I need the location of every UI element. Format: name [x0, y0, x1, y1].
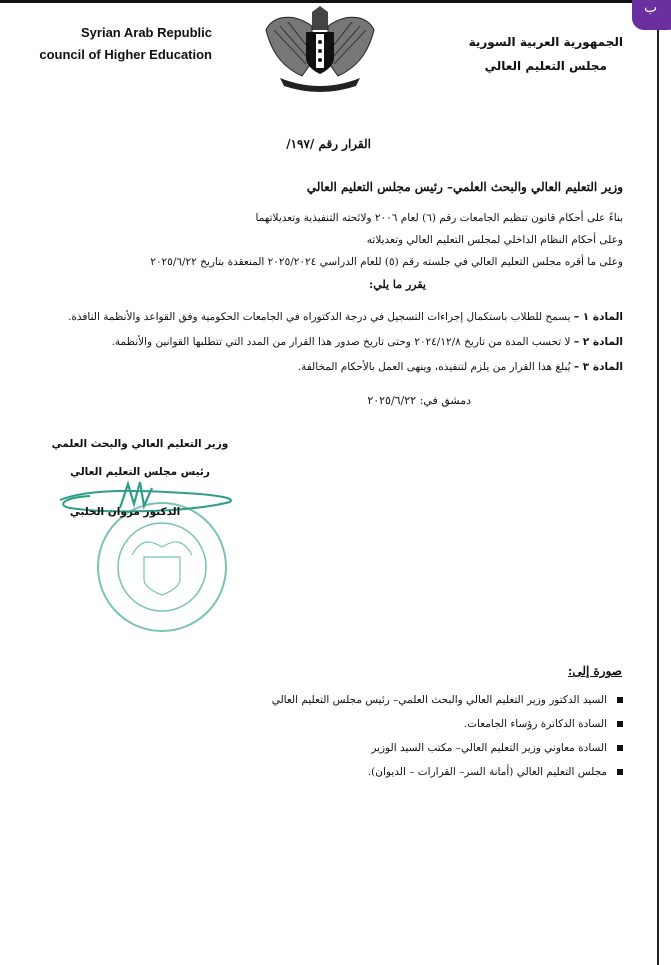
arabic-council-name: مجلس التعليم العالي	[484, 59, 607, 73]
arabic-letterhead	[469, 30, 623, 78]
article-label: المادة ٢ –	[573, 336, 623, 348]
copy-recipient: السادة الدكاترة رؤساء الجامعات.	[272, 712, 623, 736]
signatory-title-line: وزير التعليم العالي والبحث العلمي	[51, 438, 229, 450]
square-bullet-icon	[617, 745, 623, 751]
app-badge-icon[interactable]: ب	[632, 0, 671, 30]
article-text: يُبلغ هذا القرار من يلزم لتنفيذه، وينهى العمل بالأحكام المخالفة.	[297, 361, 571, 373]
syrian-eagle-emblem-icon	[262, 2, 378, 92]
article-text: يسمح للطلاب باستكمال إجراءات التسجيل في درجة الدكتوراه في الجامعات الحكومية وفق القواعد والأنظمة النافذة.	[68, 311, 571, 323]
article-text: لا تحسب المدة من تاريخ ٢٠٢٤/١٢/٨ وحتى تاريخ صدور هذا القرار من المدد التي تتطلبها القوانين والأنظمة.	[111, 336, 571, 348]
copies-list	[272, 688, 623, 784]
article-label: المادة ١ –	[573, 311, 623, 323]
arabic-country-name: الجمهورية العربية السورية	[468, 35, 623, 49]
article-3	[68, 355, 623, 380]
decides-heading: يقرر ما يلي:	[369, 278, 426, 291]
place-date: دمشق في: ٢٠٢٥/٦/٢٢	[367, 394, 471, 407]
square-bullet-icon	[617, 697, 623, 703]
copy-recipient: السيد الدكتور وزير التعليم العالي والبحث العلمي– رئيس مجلس التعليم العالي	[272, 688, 623, 712]
decision-number: القرار رقم /١٩٧/	[286, 137, 371, 151]
signer-name: الدكتور مروان الحلبي	[69, 506, 181, 518]
article-label: المادة ٣ –	[573, 361, 623, 373]
handwritten-signature-icon	[50, 478, 240, 528]
copy-recipient: السادة معاوني وزير التعليم العالي– مكتب السيد الوزير	[272, 736, 623, 760]
preamble-line: بناءً على أحكام قانون تنظيم الجامعات رقم (٦) لعام ٢٠٠٦ ولائحته التنفيذية وتعديلاتهما	[255, 212, 623, 224]
square-bullet-icon	[617, 769, 623, 775]
square-bullet-icon	[617, 721, 623, 727]
copy-recipient: مجلس التعليم العالي (أمانة السر– القرارات – الديوان).	[272, 760, 623, 784]
preamble	[150, 207, 623, 273]
english-council-name: council of Higher Education	[39, 47, 212, 62]
page-right-border	[657, 0, 659, 965]
article-1	[68, 305, 623, 330]
english-letterhead	[32, 22, 212, 66]
articles	[68, 305, 623, 380]
preamble-line: وعلى أحكام النظام الداخلي لمجلس التعليم العالي وتعديلاته	[366, 234, 623, 246]
preamble-line: وعلى ما أقره مجلس التعليم العالي في جلسته رقم (٥) للعام الدراسي ٢٠٢٥/٢٠٢٤ المنعقدة بتاريخ ٢٠٢٥/٦/٢٢	[150, 256, 623, 268]
issuer-title: وزير التعليم العالي والبحث العلمي– رئيس مجلس التعليم العالي	[306, 180, 623, 194]
signatory-title-line: رئيس مجلس التعليم العالي	[70, 466, 210, 478]
article-2	[68, 330, 623, 355]
english-country-name: Syrian Arab Republic	[81, 25, 212, 40]
copies-heading: صورة إلى:	[567, 664, 622, 678]
